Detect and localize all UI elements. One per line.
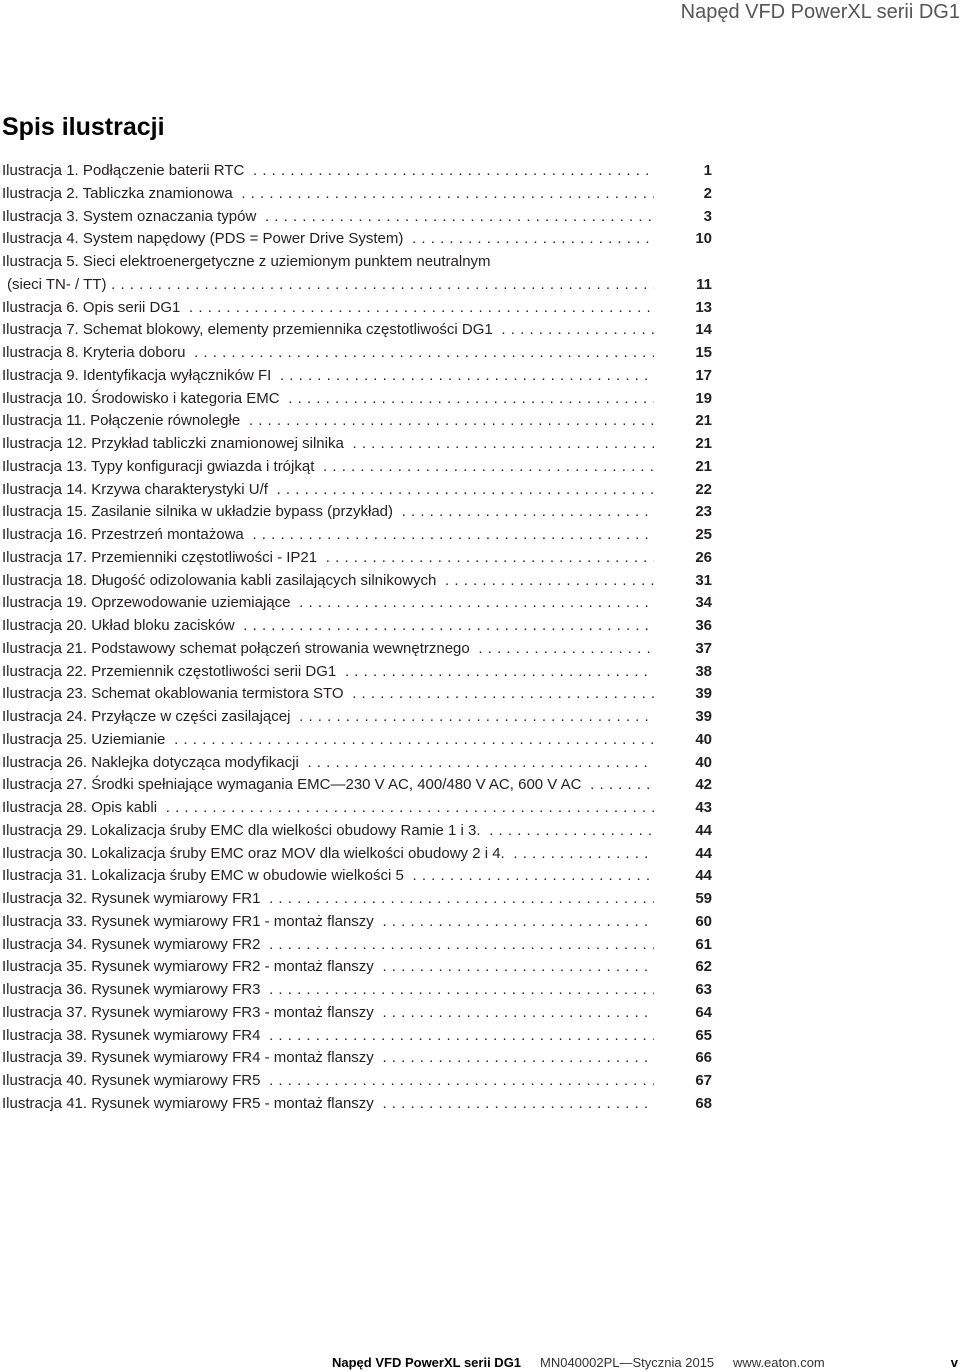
toc-entry-title-text: Ilustracja 41. Rysunek wymiarowy FR5 - montaż flanszy (2, 1095, 378, 1112)
toc-entry[interactable] (2, 570, 712, 593)
footer-product-name: Napęd VFD PowerXL serii DG1 (332, 1355, 522, 1370)
toc-entry[interactable] (2, 774, 712, 797)
toc-entry[interactable] (2, 251, 712, 297)
toc-entry-title (2, 297, 654, 320)
toc-entry-page-number: 1 (703, 162, 712, 179)
toc-entry-title (2, 979, 654, 1002)
toc-entry[interactable] (2, 934, 712, 957)
toc-entry-title (2, 888, 654, 911)
toc-entry-page-number: 21 (695, 412, 712, 430)
toc-entry-title-text: Ilustracja 13. Typy konfiguracji gwiazda i trójkąt (2, 458, 318, 475)
toc-entry-title (2, 706, 654, 729)
toc-entry[interactable] (2, 638, 712, 661)
toc-entry-page-number: 60 (695, 912, 712, 930)
toc-entry-page-number: 11 (696, 275, 712, 293)
toc-entry[interactable] (2, 888, 712, 911)
toc-entry-page-number: 38 (695, 662, 712, 680)
toc-entry[interactable] (2, 683, 712, 706)
toc-entry-page-number: 31 (695, 571, 712, 589)
toc-entry-title-text: Ilustracja 36. Rysunek wymiarowy FR3 (2, 981, 264, 998)
toc-entry-title-text: Ilustracja 16. Przestrzeń montażowa (2, 526, 248, 543)
toc-entry-page-number: 43 (695, 799, 712, 816)
running-header-title: Napęd VFD PowerXL serii DG1 (680, 1, 960, 23)
list-of-figures (2, 160, 712, 1116)
toc-entry-title-text: Ilustracja 8. Kryteria doboru (2, 344, 189, 361)
toc-entry-title-text: Ilustracja 29. Lokalizacja śruby EMC dla wielkości obudowy Ramie 1 i 3. (2, 822, 485, 839)
toc-entry-title (2, 1047, 654, 1070)
toc-entry-title (2, 1093, 654, 1116)
toc-entry[interactable] (2, 729, 712, 752)
toc-entry[interactable] (2, 206, 712, 229)
toc-entry-page-number: 3 (703, 207, 712, 225)
toc-entry-title (2, 683, 654, 706)
toc-entry-title-text: Ilustracja 12. Przykład tabliczki znamionowej silnika (2, 435, 348, 452)
toc-entry-title (2, 501, 654, 524)
toc-entry-page-number: 36 (695, 617, 712, 634)
toc-entry[interactable] (2, 160, 712, 183)
toc-entry-title (2, 752, 654, 775)
toc-entry-title-text: Ilustracja 25. Uziemianie (2, 731, 169, 748)
toc-entry-title-text: Ilustracja 38. Rysunek wymiarowy FR4 (2, 1027, 264, 1044)
toc-entry[interactable] (2, 820, 712, 843)
toc-entry-title (2, 342, 654, 365)
toc-entry-title (2, 183, 654, 206)
toc-entry-title-text: Ilustracja 2. Tabliczka znamionowa (2, 185, 237, 202)
toc-entry-title (2, 433, 654, 456)
toc-entry[interactable] (2, 183, 712, 206)
toc-entry-page-number: 65 (695, 1026, 712, 1044)
toc-entry-page-number: 34 (695, 594, 712, 612)
toc-entry[interactable] (2, 1093, 712, 1116)
toc-entry-page-number: 26 (695, 548, 712, 566)
toc-entry-title (2, 456, 654, 479)
toc-entry-page-number: 10 (695, 230, 712, 248)
toc-entry-title (2, 592, 654, 615)
toc-entry-title (2, 797, 654, 820)
toc-entry[interactable] (2, 547, 712, 570)
toc-entry-title-text: Ilustracja 20. Układ bloku zacisków (2, 617, 239, 634)
toc-entry-title-text: Ilustracja 32. Rysunek wymiarowy FR1 (2, 890, 264, 907)
toc-entry-title (2, 638, 654, 661)
toc-entry-title-text: Ilustracja 6. Opis serii DG1 (2, 299, 184, 316)
toc-entry[interactable] (2, 342, 712, 365)
toc-entry-title-text: Ilustracja 31. Lokalizacja śruby EMC w obudowie wielkości 5 (2, 867, 408, 884)
toc-entry-title-text: Ilustracja 23. Schemat okablowania termistora STO (2, 685, 348, 702)
toc-entry-page-number: 39 (695, 708, 712, 725)
toc-entry-page-number: 68 (695, 1094, 712, 1112)
toc-entry[interactable] (2, 706, 712, 729)
toc-entry-page-number: 23 (695, 503, 712, 521)
toc-entry-title (2, 524, 654, 547)
toc-entry-title (2, 865, 654, 888)
toc-entry[interactable] (2, 615, 712, 638)
toc-entry-title-text: Ilustracja 30. Lokalizacja śruby EMC oraz MOV dla wielkości obudowy 2 i 4. (2, 845, 509, 862)
toc-entry[interactable] (2, 1070, 712, 1093)
toc-entry-title (2, 615, 654, 638)
toc-entry-page-number: 67 (695, 1072, 712, 1089)
toc-entry-title-text: Ilustracja 7. Schemat blokowy, elementy przemiennika częstotliwości DG1 (2, 321, 497, 338)
toc-entry-page-number: 61 (695, 935, 712, 953)
toc-entry-title (2, 410, 654, 433)
toc-entry-title (2, 479, 654, 502)
toc-entry-title (2, 843, 654, 866)
toc-entry-title-text: Ilustracja 37. Rysunek wymiarowy FR3 - montaż flanszy (2, 1004, 378, 1021)
toc-entry[interactable] (2, 297, 712, 320)
toc-entry[interactable] (2, 410, 712, 433)
footer-page-number: v (950, 1355, 958, 1370)
toc-entry-title (2, 228, 654, 251)
toc-entry-title (2, 934, 654, 957)
toc-entry-page-number: 40 (695, 753, 712, 771)
toc-entry-title-line1: Ilustracja 5. Sieci elektroenergetyczne z uziemionym punktem neutralnym (2, 253, 491, 270)
toc-entry[interactable] (2, 433, 712, 456)
toc-entry-title-text: Ilustracja 3. System oznaczania typów (2, 208, 260, 225)
toc-entry[interactable] (2, 661, 712, 684)
toc-entry-title-text: Ilustracja 1. Podłączenie baterii RTC (2, 162, 248, 179)
toc-entry[interactable] (2, 1025, 712, 1048)
toc-entry-title-text: Ilustracja 11. Połączenie równoległe (2, 412, 244, 429)
toc-entry[interactable] (2, 843, 712, 866)
footer-document-code: MN040002PL—Stycznia 2015 (540, 1355, 715, 1370)
toc-entry-title (2, 774, 654, 797)
page-title: Spis ilustracji (2, 113, 165, 141)
toc-entry-title-text: Ilustracja 22. Przemiennik częstotliwości serii DG1 (2, 663, 340, 680)
toc-entry-title (2, 911, 654, 934)
toc-entry-title (2, 1002, 654, 1025)
toc-entry-page-number: 37 (695, 639, 712, 657)
toc-entry-title (2, 365, 654, 388)
toc-entry-title-text: Ilustracja 34. Rysunek wymiarowy FR2 (2, 936, 264, 953)
toc-entry-title (2, 820, 654, 843)
toc-entry-title-text: Ilustracja 28. Opis kabli (2, 799, 161, 816)
toc-entry[interactable] (2, 592, 712, 615)
toc-entry-title (2, 547, 654, 570)
toc-entry-title-text: Ilustracja 9. Identyfikacja wyłączników FI (2, 367, 275, 384)
toc-entry[interactable] (2, 524, 712, 547)
toc-entry-title-text: Ilustracja 19. Oprzewodowanie uziemiające (2, 594, 294, 611)
toc-entry[interactable] (2, 956, 712, 979)
toc-entry[interactable] (2, 501, 712, 524)
toc-entry-title-text: Ilustracja 35. Rysunek wymiarowy FR2 - montaż flanszy (2, 958, 378, 975)
toc-entry[interactable] (2, 911, 712, 934)
toc-entry-page-number: 13 (695, 298, 712, 316)
toc-entry-page-number: 59 (695, 890, 712, 907)
toc-entry-title (2, 251, 654, 297)
toc-entry[interactable] (2, 365, 712, 388)
toc-entry[interactable] (2, 479, 712, 502)
toc-entry-title-text: Ilustracja 17. Przemienniki częstotliwości - IP21 (2, 549, 321, 566)
toc-entry-page-number: 39 (695, 685, 712, 703)
toc-entry-title-text: Ilustracja 14. Krzywa charakterystyki U/f (2, 481, 272, 498)
toc-entry-title (2, 956, 654, 979)
toc-entry-title (2, 729, 654, 752)
toc-entry-page-number: 15 (695, 344, 712, 361)
toc-entry-title (2, 388, 654, 411)
toc-entry-page-number: 44 (695, 844, 712, 862)
toc-entry-title (2, 160, 654, 183)
toc-entry-page-number: 19 (695, 389, 712, 407)
toc-entry-page-number: 40 (695, 730, 712, 748)
toc-entry-page-number: 44 (695, 867, 712, 885)
toc-entry-page-number: 44 (695, 821, 712, 839)
footer-website: www.eaton.com (733, 1355, 825, 1370)
toc-entry-title-text: Ilustracja 27. Środki spełniające wymagania EMC—230 V AC, 400/480 V AC, 600 V AC (2, 776, 585, 793)
toc-entry-page-number: 25 (695, 526, 712, 543)
toc-entry-title (2, 1070, 654, 1093)
toc-entry-title-text: Ilustracja 33. Rysunek wymiarowy FR1 - montaż flanszy (2, 913, 378, 930)
toc-entry-title-text: Ilustracja 18. Długość odizolowania kabli zasilających silnikowych (2, 572, 440, 589)
toc-entry-page-number: 66 (695, 1049, 712, 1067)
toc-entry-title-line2: (sieci TN- / TT) . . . (2, 274, 654, 297)
toc-entry-title (2, 661, 654, 684)
toc-entry[interactable] (2, 319, 712, 342)
toc-entry[interactable] (2, 865, 712, 888)
toc-entry-page-number: 14 (695, 321, 712, 339)
toc-entry-title-text: Ilustracja 15. Zasilanie silnika w układzie bypass (przykład) (2, 503, 397, 520)
toc-entry-title (2, 206, 654, 229)
toc-entry-page-number: 42 (695, 776, 712, 794)
toc-entry-title-text: Ilustracja 26. Naklejka dotycząca modyfikacji (2, 754, 303, 771)
toc-entry-title-text: Ilustracja 10. Środowisko i kategoria EMC (2, 390, 284, 407)
toc-entry[interactable] (2, 1002, 712, 1025)
toc-entry[interactable] (2, 979, 712, 1002)
toc-entry-title-text: Ilustracja 40. Rysunek wymiarowy FR5 (2, 1072, 264, 1089)
toc-entry-page-number: 17 (695, 366, 712, 384)
toc-entry[interactable] (2, 456, 712, 479)
toc-entry-title (2, 1025, 654, 1048)
toc-entry-title-text: Ilustracja 21. Podstawowy schemat połączeń strowania wewnętrznego (2, 640, 474, 657)
toc-entry[interactable] (2, 388, 712, 411)
toc-entry[interactable] (2, 228, 712, 251)
toc-entry-page-number: 63 (695, 981, 712, 998)
toc-entry[interactable] (2, 752, 712, 775)
toc-entry-page-number: 2 (703, 184, 712, 202)
toc-entry[interactable] (2, 1047, 712, 1070)
toc-entry-page-number: 21 (695, 435, 712, 452)
toc-entry-page-number: 22 (695, 480, 712, 498)
toc-entry-page-number: 21 (695, 457, 712, 475)
toc-entry-title-text: Ilustracja 4. System napędowy (PDS = Power Drive System) (2, 230, 407, 247)
toc-entry-page-number: 62 (695, 958, 712, 976)
toc-entry-title (2, 570, 654, 593)
toc-entry-title-text: Ilustracja 39. Rysunek wymiarowy FR4 - montaż flanszy (2, 1049, 378, 1066)
toc-entry-title-text: Ilustracja 24. Przyłącze w części zasilającej (2, 708, 294, 725)
toc-entry-title (2, 319, 654, 342)
toc-entry[interactable] (2, 797, 712, 820)
toc-entry-page-number: 64 (695, 1003, 712, 1021)
